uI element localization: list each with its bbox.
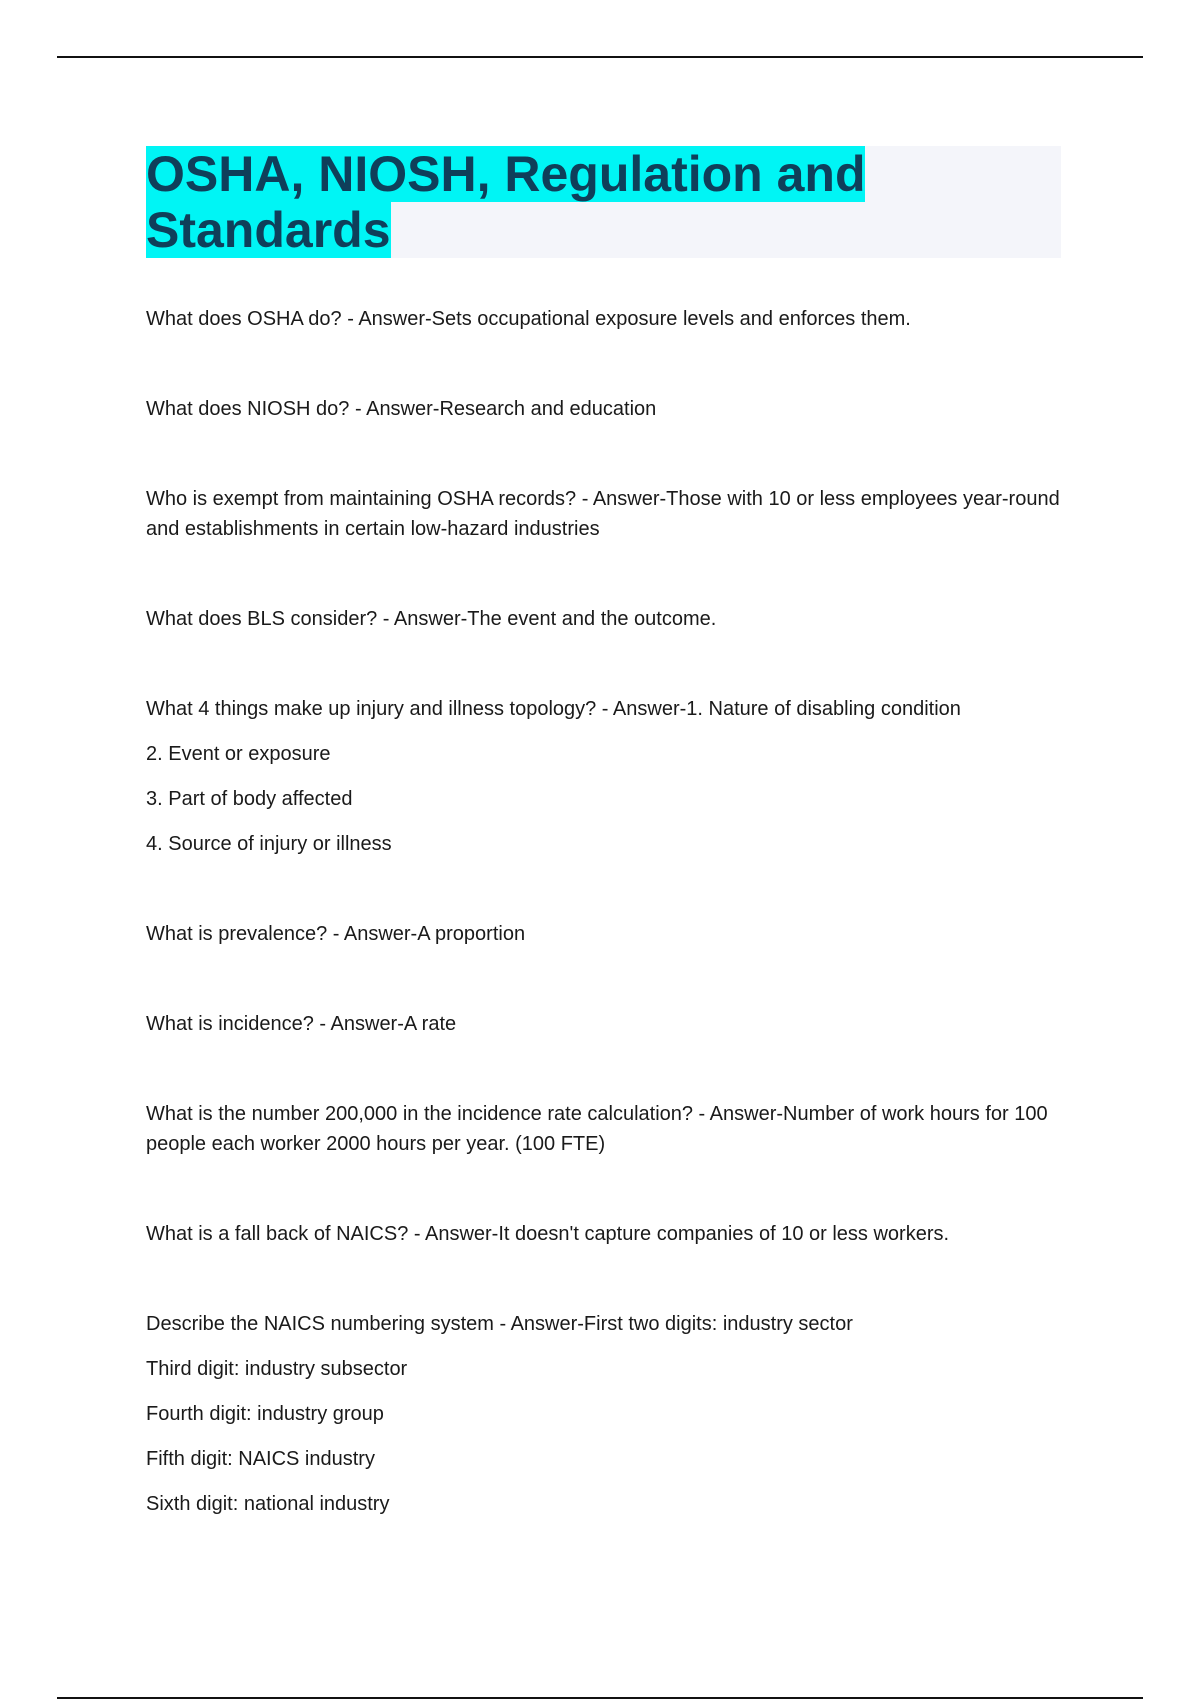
qa-item-200000 <box>146 1099 1061 1159</box>
title-line-1: OSHA, NIOSH, Regulation and <box>146 146 866 202</box>
qa-item-exempt <box>146 484 1061 544</box>
qa-list-line: 2. Event or exposure <box>146 743 331 765</box>
qa-item-niosh <box>146 394 1061 424</box>
qa-list-line: Fourth digit: industry group <box>146 1403 384 1425</box>
document-body <box>146 146 1061 1579</box>
qa-text: What is a fall back of NAICS? - Answer-It doesn't capture companies of 10 or less workers. <box>146 1223 950 1245</box>
footer-rule <box>57 1697 1143 1699</box>
qa-list-line: Third digit: industry subsector <box>146 1358 408 1380</box>
qa-item-prevalence <box>146 919 1061 949</box>
header-rule <box>57 56 1143 58</box>
qa-list-line: 3. Part of body affected <box>146 788 353 810</box>
qa-text: Who is exempt from maintaining OSHA records? - Answer-Those with 10 or less employees year-round and establishments in certain low-hazard industries <box>146 488 1060 540</box>
title-line-2: Standards <box>146 202 391 258</box>
qa-item-naics-fallback <box>146 1219 1061 1249</box>
title-block <box>146 146 1061 258</box>
qa-text: What does BLS consider? - Answer-The event and the outcome. <box>146 608 717 630</box>
qa-list-line: Sixth digit: national industry <box>146 1493 390 1515</box>
qa-item-incidence <box>146 1009 1061 1039</box>
qa-list-line: 4. Source of injury or illness <box>146 833 392 855</box>
qa-text: What is prevalence? - Answer-A proportion <box>146 923 526 945</box>
qa-text: What does NIOSH do? - Answer-Research and education <box>146 398 657 420</box>
title-highlight <box>146 146 865 258</box>
qa-text: What 4 things make up injury and illness topology? - Answer-1. Nature of disabling condition <box>146 698 961 720</box>
qa-text: What is incidence? - Answer-A rate <box>146 1013 457 1035</box>
qa-item-naics-numbering <box>146 1309 1061 1519</box>
qa-text: Describe the NAICS numbering system - Answer-First two digits: industry sector <box>146 1313 853 1335</box>
document-title <box>146 146 1061 258</box>
qa-text: What does OSHA do? - Answer-Sets occupational exposure levels and enforces them. <box>146 308 911 330</box>
qa-item-topology <box>146 694 1061 859</box>
qa-item-osha <box>146 304 1061 334</box>
qa-list-line: Fifth digit: NAICS industry <box>146 1448 375 1470</box>
qa-text: What is the number 200,000 in the incidence rate calculation? - Answer-Number of work hours for 100 people each worker 2000 hours per year. (100 FTE) <box>146 1103 1048 1155</box>
qa-item-bls <box>146 604 1061 634</box>
